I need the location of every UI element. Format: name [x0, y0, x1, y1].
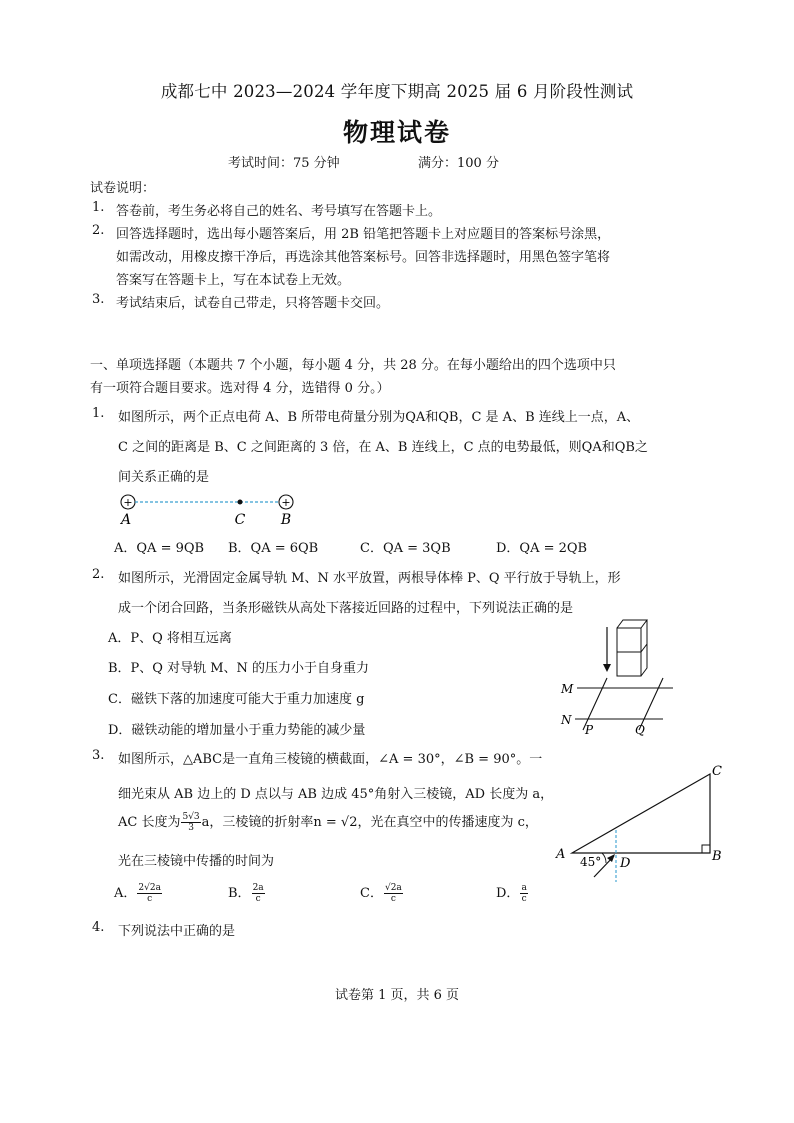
label-d: D — [620, 856, 631, 871]
exam-time: 考试时间：75 分钟 — [228, 156, 340, 171]
q3-option-b: B． $\frac{2a}{c}$ — [228, 883, 264, 904]
magnet-top-face — [617, 620, 647, 628]
label-c: C — [712, 764, 722, 779]
instruction-2-line-1: 回答选择题时，选出每小题答案后，用 2B 铅笔把答题卡上对应题目的答案标号涂黑， — [116, 227, 611, 242]
right-angle-mark — [702, 845, 710, 853]
magnet-lower — [617, 652, 641, 676]
q3-prism-figure — [552, 760, 732, 885]
q3-line-3: AC 长度为 $\frac{5√3}{3}$ a，三棱镜的折射率n = √2，光在真空中的传播速度为 c， — [118, 812, 538, 833]
q2-option-c: C．磁铁下落的加速度可能大于重力加速度 g — [108, 692, 365, 707]
q2-line-2: 成一个闭合回路，当条形磁铁从高处下落接近回路的过程中，下列说法正确的是 — [118, 601, 574, 616]
instruction-2-line-3: 答案写在答题卡上，写在本试卷上无效。 — [116, 273, 351, 288]
label-n: N — [561, 713, 572, 727]
label-c: C — [234, 512, 246, 528]
subject-title: 物理试卷 — [342, 118, 451, 147]
q1-line-3: 间关系正确的是 — [118, 470, 210, 485]
q3-line-4: 光在三棱镜中传播的时间为 — [118, 854, 275, 869]
q1-line-1: 如图所示，两个正点电荷 A、B 所带电荷量分别为QA和QB，C 是 A、B 连线上一点，A、 — [118, 410, 640, 425]
q2-option-d: D．磁铁动能的增加量小于重力势能的减少量 — [108, 723, 366, 738]
magnet-upper — [617, 628, 641, 652]
page-footer: 试卷第 1 页，共 6 页 — [334, 988, 460, 1003]
q2-magnet-rail-figure — [555, 612, 685, 740]
label-angle: 45° — [580, 855, 602, 869]
q1-option-a: A．QA = 9QB — [114, 541, 205, 556]
q3-line-1: 如图所示，△ABC是一直角三棱镜的横截面，∠A = 30°，∠B = 90°。一 — [118, 752, 543, 767]
q2-option-b: B．P、Q 对导轨 M、N 的压力小于自身重力 — [108, 661, 370, 676]
label-q: Q — [635, 723, 645, 737]
q3-option-d: D． $\frac{a}{c}$ — [496, 883, 527, 904]
charge-b-plus: + — [281, 496, 291, 509]
label-p: P — [585, 723, 594, 737]
instructions-heading: 试卷说明： — [90, 181, 156, 196]
label-b: B — [712, 849, 722, 864]
prism-triangle — [572, 774, 710, 853]
instruction-num-3: 3. — [92, 292, 105, 307]
q1-option-b: B．QA = 6QB — [228, 541, 319, 556]
q1-charge-figure — [110, 490, 310, 530]
section-heading-line-1: 一、单项选择题（本题共 7 个小题，每小题 4 分，共 28 分。在每小题给出的四个选项中只 — [90, 358, 616, 373]
q4-text: 下列说法中正确的是 — [118, 924, 236, 939]
incident-ray-head — [607, 854, 615, 862]
q2-line-1: 如图所示，光滑固定金属导轨 M、N 水平放置，两根导体棒 P、Q 平行放于导轨上，形 — [118, 571, 621, 586]
section-heading-line-2: 有一项符合题目要求。选对得 4 分，选错得 0 分。） — [90, 381, 390, 396]
instruction-2-line-2: 如需改动，用橡皮擦干净后，再选涂其他答案标号。回答非选择题时，用黑色签字笔将 — [116, 250, 611, 265]
fall-arrow-head — [603, 664, 611, 672]
label-b: B — [280, 512, 292, 528]
instruction-num-2: 2. — [92, 223, 105, 238]
label-m: M — [561, 682, 574, 696]
label-a: A — [556, 847, 566, 862]
q3-line-2: 细光束从 AB 边上的 D 点以与 AB 边成 45°角射入三棱镜，AD 长度为 a， — [118, 787, 554, 802]
q2-number: 2. — [92, 567, 105, 582]
label-a: A — [120, 512, 132, 528]
q3-option-c: C． $\frac{√2a}{c}$ — [360, 883, 402, 904]
angle-arc — [602, 853, 606, 863]
instruction-3: 考试结束后，试卷自己带走，只将答题卡交回。 — [116, 296, 390, 311]
exam-title: 成都七中 2023—2024 学年度下期高 2025 届 6 月阶段性测试 — [160, 82, 634, 101]
exam-score: 满分：100 分 — [418, 156, 499, 171]
q3-option-a: A． $\frac{2√2a}{c}$ — [114, 883, 161, 904]
instruction-1: 答卷前，考生务必将自己的姓名、考号填写在答题卡上。 — [116, 204, 442, 219]
q1-option-c: C．QA = 3QB — [360, 541, 451, 556]
q4-number: 4. — [92, 920, 105, 935]
q1-number: 1. — [92, 406, 105, 421]
q1-line-2: C 之间的距离是 B、C 之间距离的 3 倍，在 A、B 连线上，C 点的电势最低，则QA和QB之 — [118, 440, 648, 455]
q2-option-a: A．P、Q 将相互远离 — [108, 631, 232, 646]
point-c — [238, 500, 243, 505]
charge-a-plus: + — [123, 496, 133, 509]
q3-number: 3. — [92, 748, 105, 763]
q1-option-d: D．QA = 2QB — [496, 541, 588, 556]
instruction-num-1: 1. — [92, 200, 105, 215]
